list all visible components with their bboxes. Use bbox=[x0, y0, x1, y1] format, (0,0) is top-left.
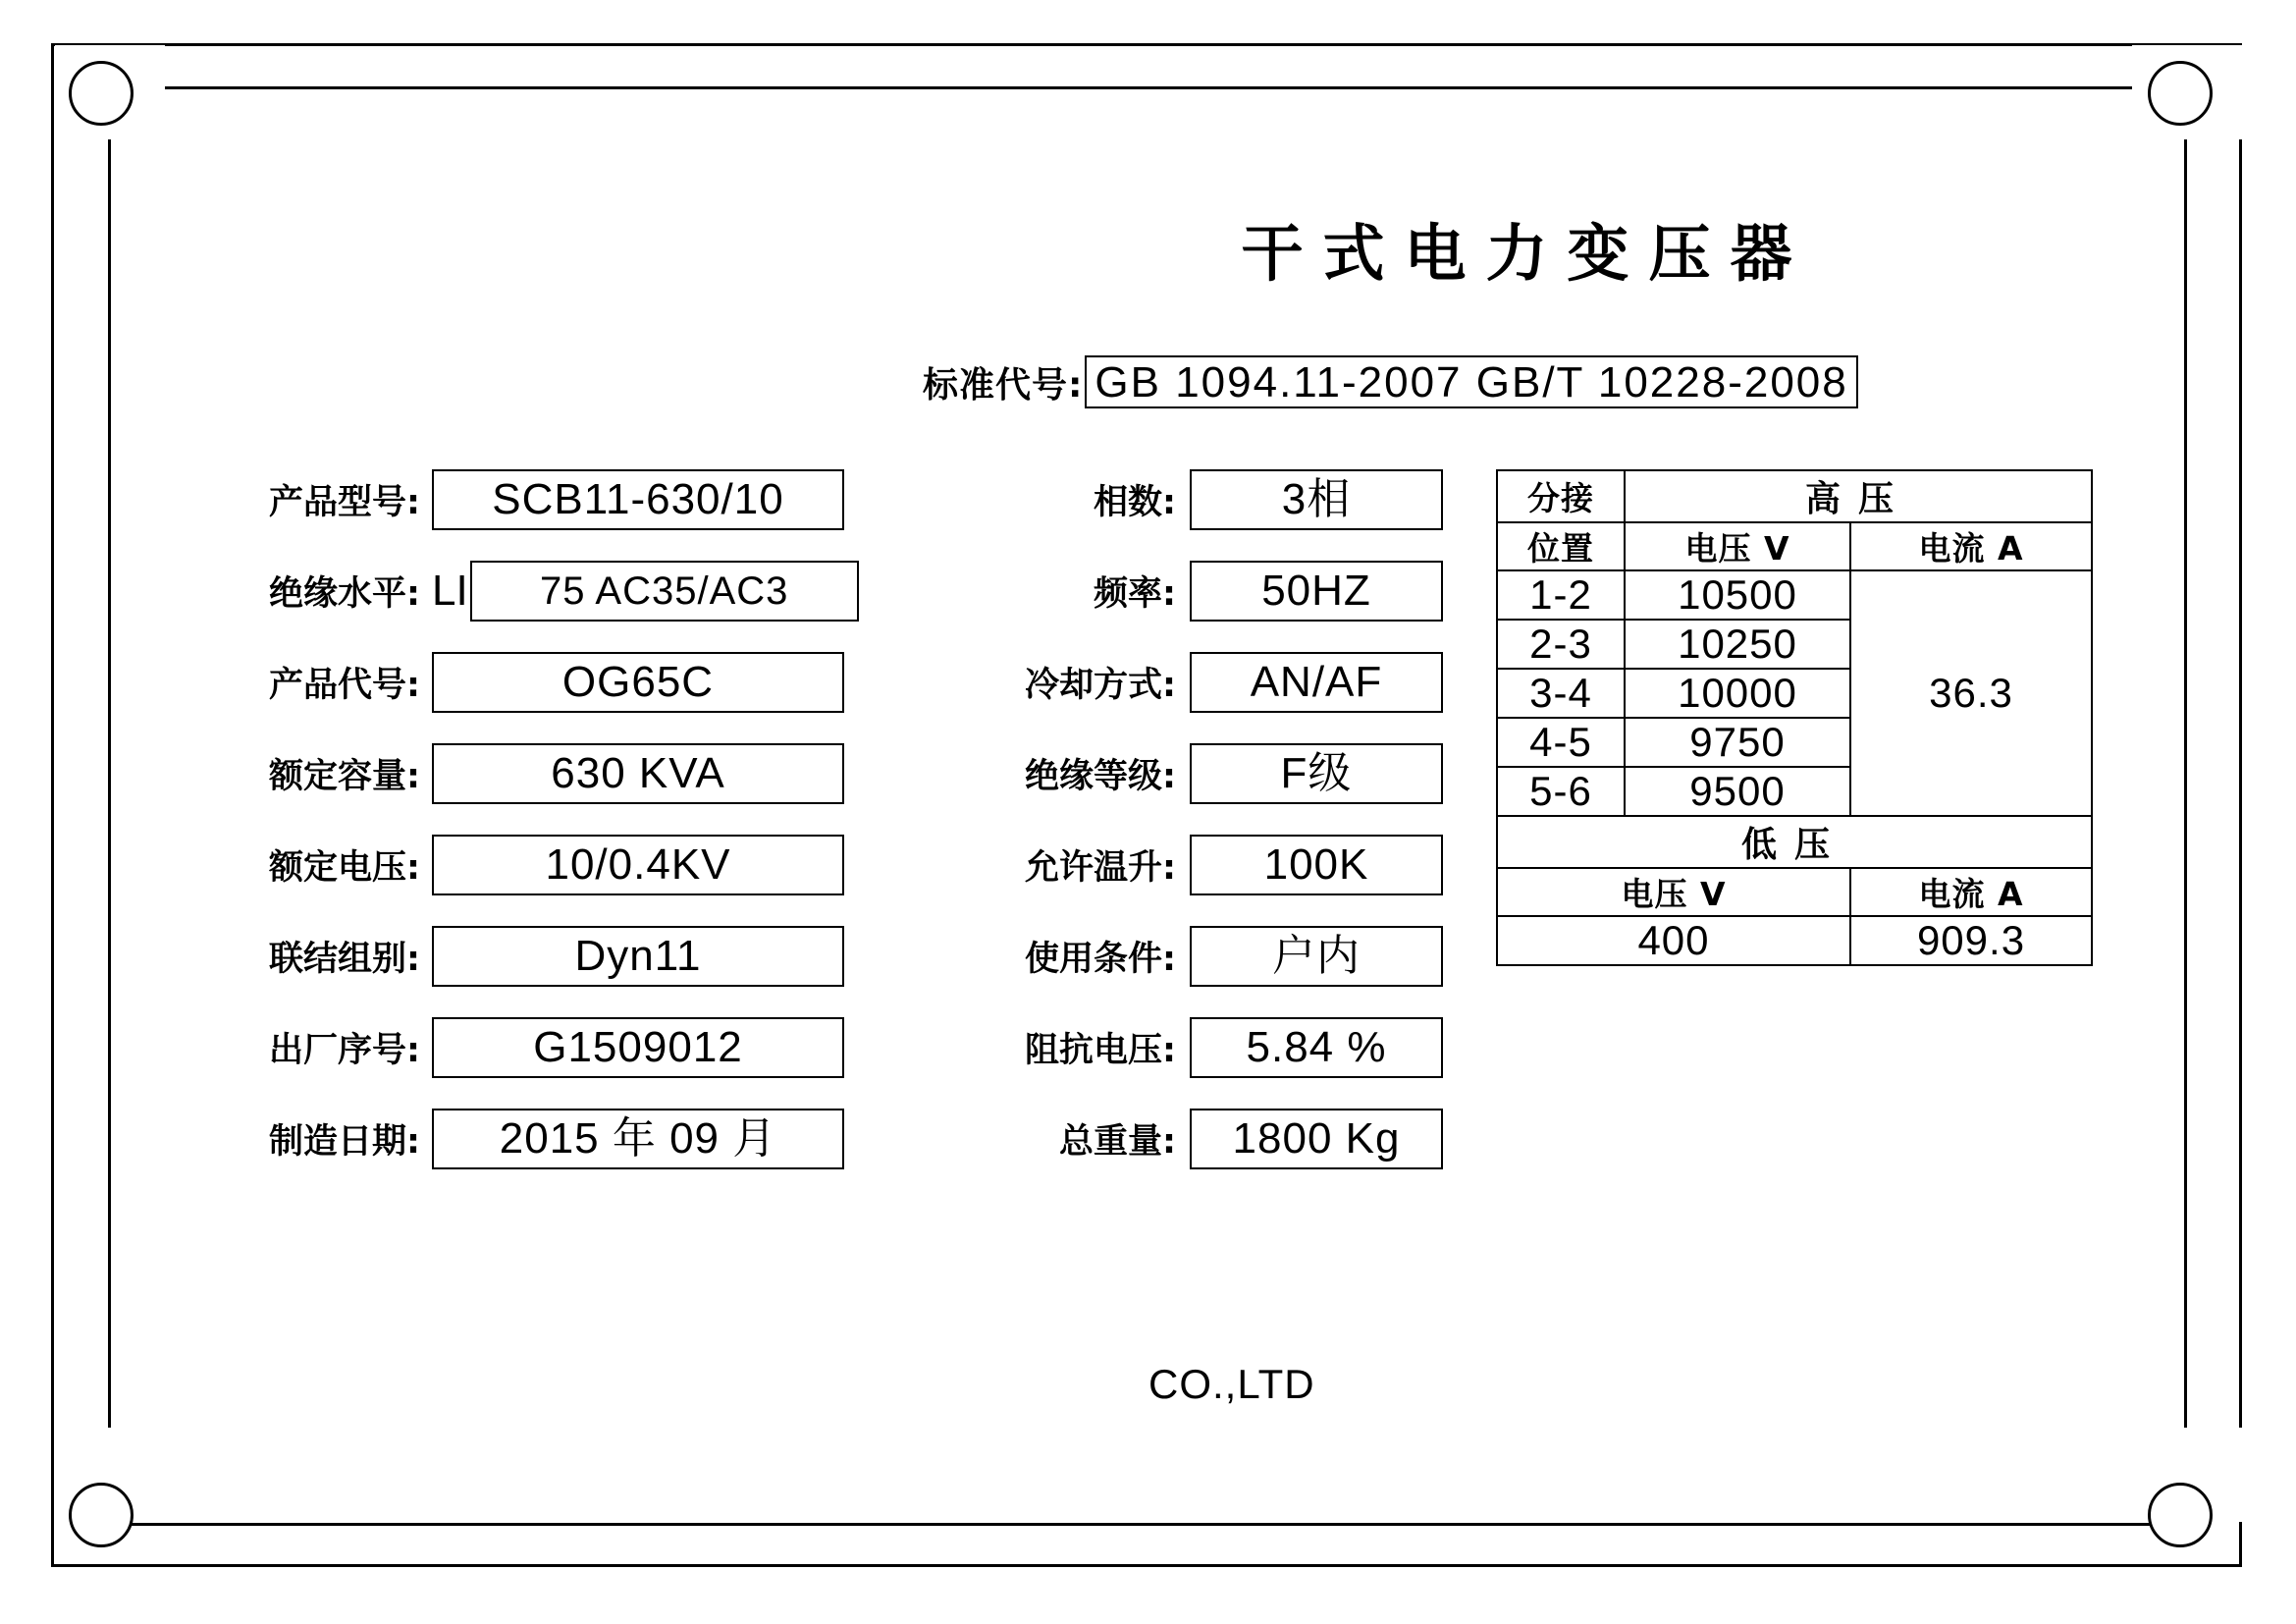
field-value: 5.84 % bbox=[1190, 1017, 1443, 1078]
mounting-hole-top-right bbox=[2148, 61, 2213, 126]
lv-current-value: 909.3 bbox=[1850, 916, 2092, 965]
field-value: 50HZ bbox=[1190, 561, 1443, 622]
field-value: F级 bbox=[1190, 743, 1443, 804]
field-cooling-method bbox=[942, 652, 1443, 713]
field-value: 100K bbox=[1190, 835, 1443, 895]
field-label: 产品型号: bbox=[269, 483, 420, 522]
tap-position: 2-3 bbox=[1497, 620, 1625, 669]
field-value: G1509012 bbox=[432, 1017, 844, 1078]
table-row bbox=[1497, 570, 2092, 620]
field-value: 1800 Kg bbox=[1190, 1109, 1443, 1169]
lv-current-header: 电流 A bbox=[1850, 868, 2092, 916]
tap-voltage: 10000 bbox=[1625, 669, 1850, 718]
field-label: 频率: bbox=[1094, 574, 1176, 614]
field-insulation-level bbox=[196, 561, 859, 622]
page-title: 干式电力变压器 bbox=[1241, 218, 1812, 290]
field-product-code bbox=[196, 652, 859, 713]
field-label: 绝缘等级: bbox=[1025, 757, 1176, 796]
field-impedance-voltage bbox=[942, 1017, 1443, 1078]
field-value: 75 AC35/AC3 bbox=[470, 561, 859, 622]
tap-voltage: 9750 bbox=[1625, 718, 1850, 767]
lv-voltage-header: 电压 V bbox=[1497, 868, 1850, 916]
tap-position: 4-5 bbox=[1497, 718, 1625, 767]
middle-field-column bbox=[942, 469, 1443, 1200]
field-label: 相数: bbox=[1094, 483, 1176, 522]
mounting-hole-bottom-left bbox=[69, 1483, 133, 1547]
field-label: 制造日期: bbox=[269, 1122, 420, 1162]
field-label: 允许温升: bbox=[1025, 848, 1176, 888]
field-label: 阻抗电压: bbox=[1025, 1031, 1176, 1070]
tap-position: 3-4 bbox=[1497, 669, 1625, 718]
field-phases bbox=[942, 469, 1443, 530]
field-insulation-class bbox=[942, 743, 1443, 804]
field-total-weight bbox=[942, 1109, 1443, 1169]
field-value: 10/0.4KV bbox=[432, 835, 844, 895]
field-label: 联结组别: bbox=[269, 940, 420, 979]
field-label: 额定电压: bbox=[269, 848, 420, 888]
left-field-column bbox=[196, 469, 859, 1200]
field-temperature-rise bbox=[942, 835, 1443, 895]
field-rated-capacity bbox=[196, 743, 859, 804]
tap-position: 1-2 bbox=[1497, 570, 1625, 620]
field-label: 出厂序号: bbox=[269, 1031, 420, 1070]
field-value: 3相 bbox=[1190, 469, 1443, 530]
field-service-condition bbox=[942, 926, 1443, 987]
table-row bbox=[1497, 470, 2092, 522]
standard-code-value: GB 1094.11-2007 GB/T 10228-2008 bbox=[1085, 355, 1857, 408]
field-value-prefix: LI bbox=[432, 567, 468, 615]
hv-header: 高压 bbox=[1625, 470, 2092, 522]
tap-voltage: 9500 bbox=[1625, 767, 1850, 816]
standard-code-label: 标准代号: bbox=[923, 364, 1084, 406]
field-value: Dyn11 bbox=[432, 926, 844, 987]
field-label: 总重量: bbox=[1059, 1122, 1176, 1162]
field-label: 使用条件: bbox=[1025, 940, 1176, 979]
field-value: SCB11-630/10 bbox=[432, 469, 844, 530]
field-value: 户内 bbox=[1190, 926, 1443, 987]
field-label: 绝缘水平: bbox=[269, 574, 420, 614]
field-value: OG65C bbox=[432, 652, 844, 713]
table-row bbox=[1497, 522, 2092, 570]
hv-voltage-header: 电压 V bbox=[1625, 522, 1850, 570]
tap-position: 5-6 bbox=[1497, 767, 1625, 816]
field-label: 额定容量: bbox=[269, 757, 420, 796]
field-value: 630 KVA bbox=[432, 743, 844, 804]
field-value: AN/AF bbox=[1190, 652, 1443, 713]
company-footer: CO.,LTD bbox=[1148, 1361, 1315, 1407]
table-row bbox=[1497, 916, 2092, 965]
field-label: 冷却方式: bbox=[1025, 666, 1176, 705]
field-value: 2015 年 09 月 bbox=[432, 1109, 844, 1169]
field-vector-group bbox=[196, 926, 859, 987]
field-label: 产品代号: bbox=[269, 666, 420, 705]
mounting-hole-bottom-right bbox=[2148, 1483, 2213, 1547]
tap-changer-table bbox=[1496, 469, 2093, 966]
hv-current-header: 电流 A bbox=[1850, 522, 2092, 570]
tap-position-header-line1: 分接 bbox=[1497, 470, 1625, 522]
field-manufacture-date bbox=[196, 1109, 859, 1169]
field-frequency bbox=[942, 561, 1443, 622]
table-row bbox=[1497, 816, 2092, 868]
standard-code-row bbox=[923, 355, 1858, 408]
table-row bbox=[1497, 868, 2092, 916]
field-product-model bbox=[196, 469, 859, 530]
field-rated-voltage bbox=[196, 835, 859, 895]
lv-header: 低压 bbox=[1497, 816, 2092, 868]
field-serial-number bbox=[196, 1017, 859, 1078]
tap-voltage: 10250 bbox=[1625, 620, 1850, 669]
hv-current-value: 36.3 bbox=[1850, 570, 2092, 816]
lv-voltage-value: 400 bbox=[1497, 916, 1850, 965]
tap-position-header-line2: 位置 bbox=[1497, 522, 1625, 570]
mounting-hole-top-left bbox=[69, 61, 133, 126]
tap-voltage: 10500 bbox=[1625, 570, 1850, 620]
